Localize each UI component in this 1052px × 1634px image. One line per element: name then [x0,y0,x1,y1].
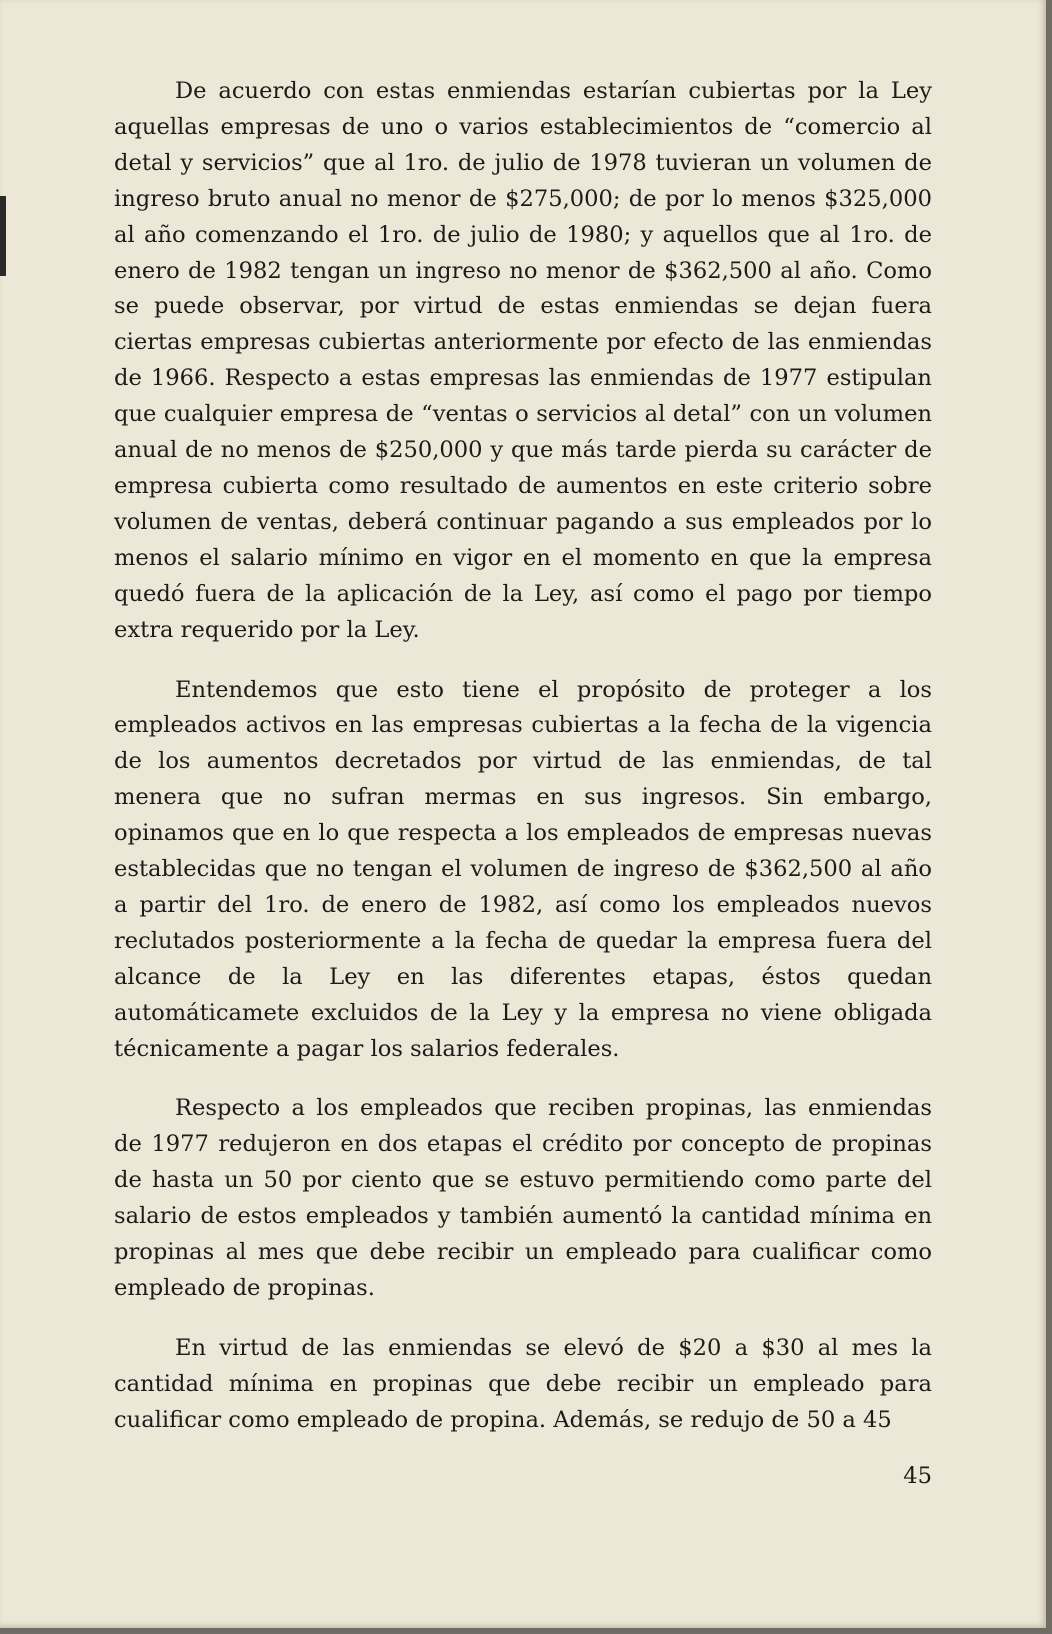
paragraph-2: Entendemos que esto tiene el propósito de proteger a los empleados activos en las empresas cubiertas a la fecha de la vigencia de los aumentos decretados por virtud de las enmiendas, de tal menera que no sufran mermas en sus ingresos. Sin embargo, opinamos que en lo que respecta a los empleados de empresas nuevas establecidas que no tengan el volumen de ingreso de $362,500 al año a partir del 1ro. de enero de 1982, así como los empleados nuevos reclutados posteriormente a la fecha de quedar la empresa fuera del alcance de la Ley en las diferentes etapas, éstos quedan automáticamete excluidos de la Ley y la empresa no viene obligada técnicamente a pagar los salarios federales. [114,676,932,1062]
paragraph-3: Respecto a los empleados que reciben propinas, las enmiendas de 1977 redujeron en dos etapas el crédito por concepto de propinas de hasta un 50 por ciento que se estuvo permitiendo como parte del salario de estos empleados y también aumentó la cantidad mínima en propinas al mes que debe recibir un empleado para cualificar como empleado de propinas. [114,1095,932,1301]
page-number: 45 [903,1463,932,1489]
paragraph-1: De acuerdo con estas enmiendas estarían cubiertas por la Ley aquellas empresas de uno o varios establecimientos de “comercio al detal y servicios” que al 1ro. de julio de 1978 tuvieran un volumen de ingreso bruto anual no menor de $275,000; de por lo menos $325,000 al año comenzando el 1ro. de julio de 1980; y aquellos que al 1ro. de enero de 1982 tengan un ingreso no menor de $362,500 al año. Como se puede observar, por virtud de estas enmiendas se dejan fuera ciertas empresas cubiertas anteriormente por efecto de las enmiendas de 1966. Respecto a estas empresas las enmiendas de 1977 estipulan que cualquier empresa de “ventas o servicios al detal” con un volumen anual de no menos de $250,000 y que más tarde pierda su carácter de empresa cubierta como resultado de aumentos en este criterio sobre volumen de ventas, deberá continuar pagando a sus empleados por lo menos el salario mínimo en vigor en el momento en que la empresa quedó fuera de la aplicación de la Ley, así como el pago por tiempo extra requerido por la Ley. [114,78,932,643]
paragraph-4: En virtud de las enmiendas se elevó de $20 a $30 al mes la cantidad mínima en propinas que debe recibir un empleado para cualificar como empleado de propina. Además, se redujo de 50 a 45 [114,1334,932,1433]
body-text [114,74,932,1463]
page-edge-right [1046,0,1052,1634]
page-edge-bottom [0,1628,1052,1634]
binding-mark [0,196,6,276]
